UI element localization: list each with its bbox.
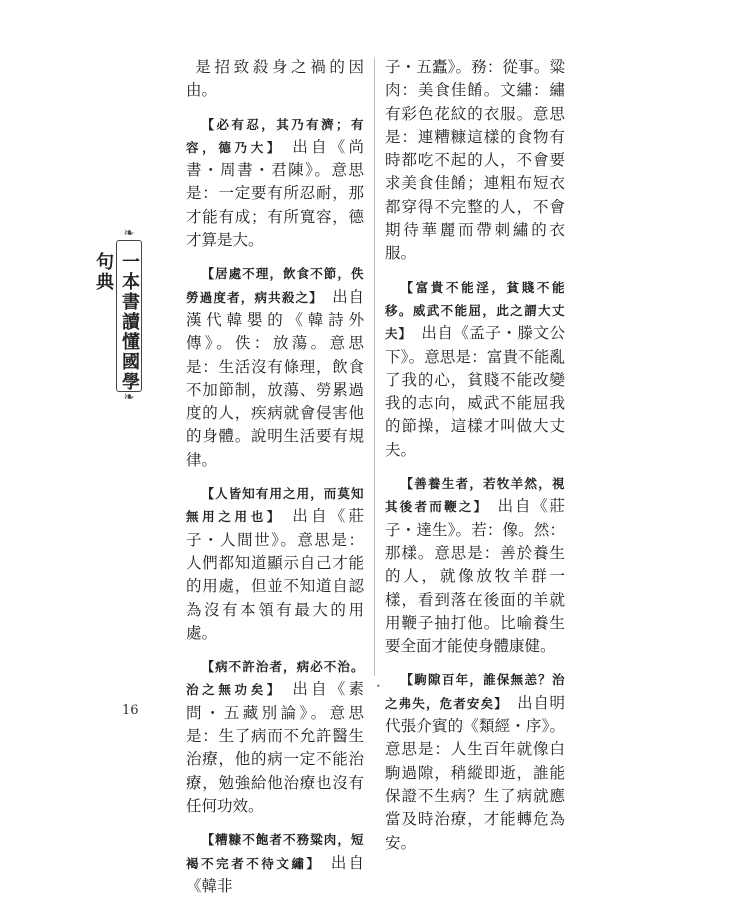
entry [385,472,565,658]
entry-source: 出自《尚書・周書・君陳》。 [186,137,364,180]
entry-source: 出自《莊子・達生》。 [385,497,565,539]
entry-quote: 【糟糠不飽者不務粱肉，短褐不完者不待文繡】 [186,832,364,871]
entry-quote: 【善養生者，若牧羊然，視其後者而鞭之】 [385,476,565,515]
entry-text: 子・五蠹》。務：從事。粱肉：美食佳餚。文繡：繡有彩色花紋的衣服。意思是：連糟糠這樣的食物有時都吃不起的人，不會要求美食佳餚；連粗布短衣都穿得不完整的人，不會期待華麗而帶刺繡的衣服。 [385,58,565,263]
center-mark: • [376,682,381,691]
entry [186,56,364,103]
entry-source: 出自漢代韓嬰的《韓詩外傳》。 [186,287,364,353]
entry-source: 出自《莊子・人間世》。 [186,507,364,549]
entry-quote: 【居處不理，飲食不節，佚勞過度者，病共殺之】 [186,266,364,305]
entry [385,276,565,462]
entry [186,262,364,472]
entry [385,668,565,854]
entry-quote: 【駒隙百年，誰保無恙？治之弗失，危者安矣】 [385,672,565,711]
entry [186,655,364,818]
entry-text: 意思是：人生百年就像白駒過隙，稍縱即逝，誰能保證不生病？生了病就應當及時治療，才能轉危為安。 [385,740,565,852]
entry-source: 出自《素問・五藏別論》。 [186,680,364,722]
entry [186,482,364,645]
entry [186,113,364,253]
entry-text: 佚：放蕩。意思是：生活沒有條理，飲食不加節制，放蕩、勞累過度的人，疾病就會侵害他的身體。說明生活要有規律。 [186,334,364,469]
book-title: 一本書讀懂國學句典 [93,252,140,392]
entry-quote: 【病不許治者，病必不治。治之無功矣】 [186,659,364,698]
entry-source: 出自明代張介賓的《類經・序》。 [385,693,565,736]
entry-source: 出自《韓非 [186,853,364,895]
entry-text: 是招致殺身之禍的因由。 [186,58,364,100]
entry [186,828,364,898]
entry-quote: 【人皆知有用之用，而莫知無用之用也】 [186,486,364,525]
column-divider [374,58,375,676]
side-tab [93,226,146,405]
entry [385,56,565,266]
entry-text: 意思是：人們都知道顯示自己才能的用處，但並不知道自認為沒有本領有最大的用處。 [186,530,364,642]
entry-text: 意思是：富貴不能亂了我的心，貧賤不能改變我的志向，威武不能屈我的節操，這樣才叫做大丈夫。 [385,347,565,459]
page-number: 16 [122,703,139,718]
left-column [186,56,364,908]
entry-text: 意思是：一定要有所忍耐，那才能有成；有所寬容，德才算是大。 [186,161,364,250]
entry-quote: 【富貴不能淫，貧賤不能移。威武不能屈，此之謂大丈夫】 [385,279,565,342]
entry-text: 若：像。然：那樣。意思是：善於養生的人，就像放牧羊群一樣，看到落在後面的羊就用鞭子抽打他。比喻養生要全面才能使身體康健。 [385,520,565,656]
scroll-ornament-top-icon: ❧ [123,226,135,241]
scroll-ornament-bottom-icon: ❧ [123,390,135,405]
right-column [385,56,565,865]
entry-text: 意思是：生了病而不允許醫生治療，他的病一定不能治療，勉強給他治療也沒有任何功效。 [186,703,364,815]
entry-source: 出自《孟子・滕文公下》。 [385,324,565,366]
entry-quote: 【必有忍，其乃有濟；有容，德乃大】 [186,116,364,155]
